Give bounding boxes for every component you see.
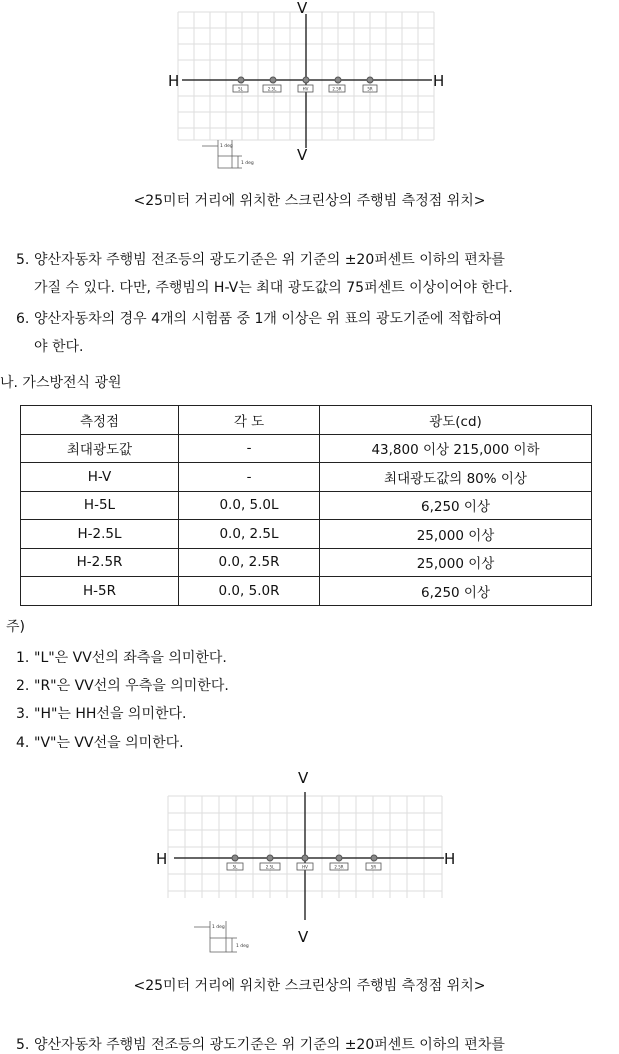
cell-point: 최대광도값 xyxy=(21,434,179,463)
v-label-top: V xyxy=(297,0,308,17)
point-5r xyxy=(367,77,373,83)
note-4-text: "V"는 VV선을 의미한다. xyxy=(34,735,184,751)
header-intensity: 광도(cd) xyxy=(320,406,592,435)
h-label-right: H xyxy=(433,72,445,90)
cell-intensity: 6,250 이상 xyxy=(320,577,592,606)
label-5l: 5L xyxy=(232,864,238,870)
item-5-line1-2: 양산자동차 주행빔 전조등의 광도기준은 위 기준의 ±20퍼센트 이하의 편차를 xyxy=(34,1037,505,1053)
cell-point: H-2.5L xyxy=(21,520,179,549)
point-hv xyxy=(302,855,308,861)
cell-intensity: 6,250 이상 xyxy=(320,491,592,520)
note-1-number: 1. xyxy=(16,650,30,666)
cell-intensity: 최대광도값의 80% 이상 xyxy=(320,463,592,492)
label-5r: 5R xyxy=(370,864,377,870)
cell-point: H-V xyxy=(21,463,179,492)
note-2-number: 2. xyxy=(16,678,30,694)
screen-grid-diagram xyxy=(160,0,460,180)
table-row xyxy=(21,463,592,492)
cell-intensity: 43,800 이상 215,000 이하 xyxy=(320,434,592,463)
item-5-number-2: 5. xyxy=(16,1037,30,1053)
cell-point: H-5R xyxy=(21,577,179,606)
cell-angle: - xyxy=(179,434,320,463)
measurement-diagram-top xyxy=(160,0,460,180)
item-5-line2: 가질 수 있다. 다만, 주행빔의 H-V는 최대 광도값의 75퍼센트 이상이어야 한다. xyxy=(34,280,513,296)
note-3-text: "H"는 HH선을 의미한다. xyxy=(34,706,187,722)
cell-point: H-5L xyxy=(21,491,179,520)
point-hv xyxy=(303,77,309,83)
point-5l xyxy=(238,77,244,83)
table-row xyxy=(21,520,592,549)
cell-angle: 0.0, 5.0L xyxy=(179,491,320,520)
notes-label: 주) xyxy=(6,619,25,635)
label-hv: HV xyxy=(302,864,308,870)
cell-point: H-2.5R xyxy=(21,548,179,577)
table-header-row xyxy=(21,406,592,435)
deg-label-v: 1 deg xyxy=(236,944,249,949)
header-measurement-point: 측정점 xyxy=(21,406,179,435)
note-4-number: 4. xyxy=(16,735,30,751)
v-label-top-2: V xyxy=(298,769,309,787)
point-2-5l xyxy=(267,855,273,861)
table-row xyxy=(21,548,592,577)
note-1-text: "L"은 VV선의 좌측을 의미한다. xyxy=(34,650,227,666)
point-2-5r xyxy=(335,77,341,83)
cell-intensity: 25,000 이상 xyxy=(320,548,592,577)
note-2-text: "R"은 VV선의 우측을 의미한다. xyxy=(34,678,229,694)
deg-label-h: 1 deg xyxy=(212,925,225,930)
item-5-line1: 양산자동차 주행빔 전조등의 광도기준은 위 기준의 ±20퍼센트 이하의 편차를 xyxy=(34,252,505,268)
table-row xyxy=(21,491,592,520)
label-2-5r: 2.5R xyxy=(332,86,342,92)
table-row xyxy=(21,577,592,606)
cell-angle: 0.0, 2.5L xyxy=(179,520,320,549)
diagram-caption-2: <25미터 거리에 위치한 스크린상의 주행빔 측정점 위치> xyxy=(133,978,486,994)
luminous-intensity-table xyxy=(20,405,592,606)
item-6-number: 6. xyxy=(16,311,30,327)
label-2-5r: 2.5R xyxy=(334,864,344,870)
item-6-line2: 야 한다. xyxy=(34,339,84,355)
label-5l: 5L xyxy=(238,86,243,92)
point-5r xyxy=(371,855,377,861)
label-2-5l: 2.5L xyxy=(265,864,275,870)
label-2-5l: 2.5L xyxy=(267,86,277,92)
h-label-left: H xyxy=(168,72,180,90)
cell-angle: 0.0, 2.5R xyxy=(179,548,320,577)
v-label-bottom: V xyxy=(297,146,308,164)
header-angle: 각 도 xyxy=(179,406,320,435)
table-row xyxy=(21,434,592,463)
v-label-bottom-2: V xyxy=(298,928,309,946)
point-5l xyxy=(232,855,238,861)
cell-intensity: 25,000 이상 xyxy=(320,520,592,549)
label-hv: HV xyxy=(302,86,309,92)
note-3-number: 3. xyxy=(16,706,30,722)
deg-label-h: 1 deg xyxy=(220,144,233,149)
section-heading-gas-discharge: 나. 가스방전식 광원 xyxy=(0,375,122,391)
item-5-number: 5. xyxy=(16,252,30,268)
point-2-5l xyxy=(270,77,276,83)
point-2-5r xyxy=(336,855,342,861)
h-label-left-2: H xyxy=(156,850,168,868)
label-5r: 5R xyxy=(367,86,373,92)
cell-angle: 0.0, 5.0R xyxy=(179,577,320,606)
h-label-right-2: H xyxy=(444,850,456,868)
cell-angle: - xyxy=(179,463,320,492)
deg-label-v: 1 deg xyxy=(241,161,254,166)
item-6-line1: 양산자동차의 경우 4개의 시험품 중 1개 이상은 위 표의 광도기준에 적합하여 xyxy=(34,311,503,327)
diagram-caption: <25미터 거리에 위치한 스크린상의 주행빔 측정점 위치> xyxy=(133,193,486,209)
